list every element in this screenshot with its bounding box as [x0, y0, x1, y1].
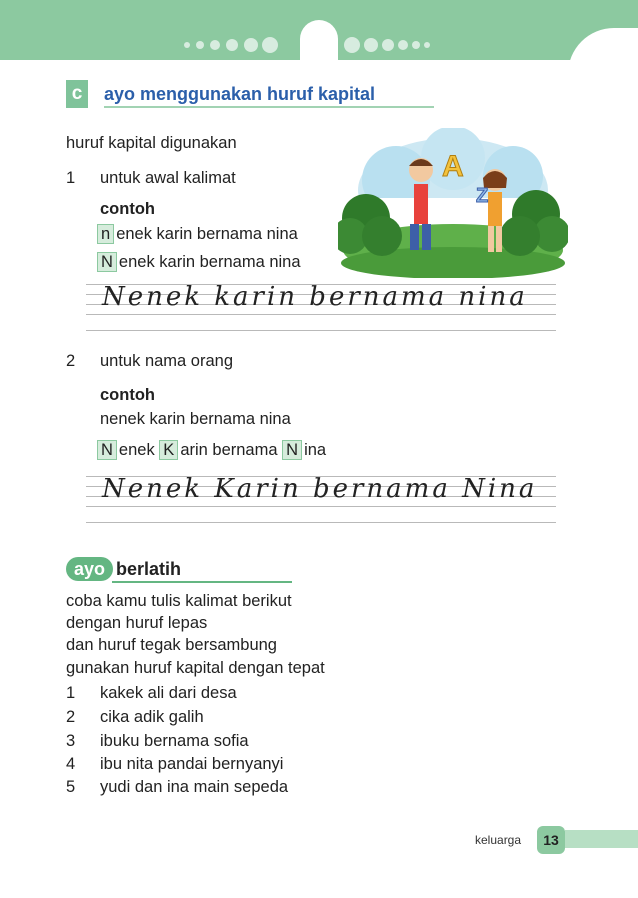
- handwriting-sample-2: Nenek Karin bernama Nina: [102, 474, 538, 504]
- example-text: enek karin bernama nina: [116, 225, 298, 243]
- rule2-contoh: contoh: [100, 386, 155, 404]
- footer-chapter-label: keluarga: [475, 833, 522, 847]
- example-text: enek karin bernama nina: [118, 253, 301, 271]
- instruction-line: coba kamu tulis kalimat berikut: [66, 592, 292, 610]
- rule1-text: untuk awal kalimat: [100, 169, 236, 187]
- example-text: ina: [304, 441, 327, 459]
- rule2-example-1: nenek karin bernama nina: [100, 410, 291, 428]
- practice-heading: [66, 555, 296, 583]
- children-illustration: [338, 128, 568, 278]
- letter-a: A: [442, 150, 464, 183]
- example-text: enek: [118, 441, 155, 459]
- section-underline: [104, 106, 434, 108]
- practice-underline: [112, 581, 292, 583]
- rule2-number: 2: [66, 352, 76, 370]
- exercise-text: kakek ali dari desa: [100, 684, 237, 702]
- handwriting-row-2: [86, 470, 556, 530]
- header-band: [0, 0, 638, 60]
- lowercase-letter-box: n: [97, 224, 114, 244]
- footer-band: [565, 830, 638, 848]
- handwriting-row-1: [86, 278, 556, 338]
- header-dots: [184, 40, 456, 50]
- exercise-number: 4: [66, 755, 76, 773]
- section-heading: [66, 80, 436, 108]
- capital-letter-box: N: [97, 440, 117, 460]
- exercise-number: 3: [66, 732, 76, 750]
- capital-letter-box: N: [282, 440, 302, 460]
- rule1-example-2: [97, 252, 301, 272]
- section-title: ayo menggunakan huruf kapital: [104, 84, 376, 104]
- example-text: arin bernama: [180, 441, 278, 459]
- header-corner-cut: [568, 28, 638, 88]
- letter-z: Z: [476, 185, 489, 207]
- rule1-example-1: [97, 224, 298, 244]
- instruction-line: gunakan huruf kapital dengan tepat: [66, 659, 325, 677]
- rule2-example-2: [97, 440, 326, 460]
- capital-letter-box: N: [97, 252, 117, 272]
- exercise-number: 2: [66, 708, 76, 726]
- exercise-number: 5: [66, 778, 76, 796]
- instruction-line: dan huruf tegak bersambung: [66, 636, 277, 654]
- practice-badge: ayo: [66, 557, 113, 581]
- exercise-number: 1: [66, 684, 76, 702]
- practice-title: berlatih: [116, 559, 182, 579]
- exercise-text: ibu nita pandai bernyanyi: [100, 755, 284, 773]
- rule2-text: untuk nama orang: [100, 352, 234, 370]
- instruction-line: dengan huruf lepas: [66, 614, 208, 632]
- intro-text: huruf kapital digunakan: [66, 134, 237, 152]
- section-badge: c: [66, 80, 88, 108]
- rule1-contoh: contoh: [100, 200, 155, 218]
- exercise-text: cika adik galih: [100, 708, 204, 726]
- handwriting-sample-1: Nenek karin bernama nina: [102, 282, 528, 312]
- page-number: 13: [537, 826, 565, 854]
- exercise-text: yudi dan ina main sepeda: [100, 778, 289, 796]
- rule1-number: 1: [66, 169, 76, 187]
- exercise-text: ibuku bernama sofia: [100, 732, 249, 750]
- capital-letter-box: K: [159, 440, 178, 460]
